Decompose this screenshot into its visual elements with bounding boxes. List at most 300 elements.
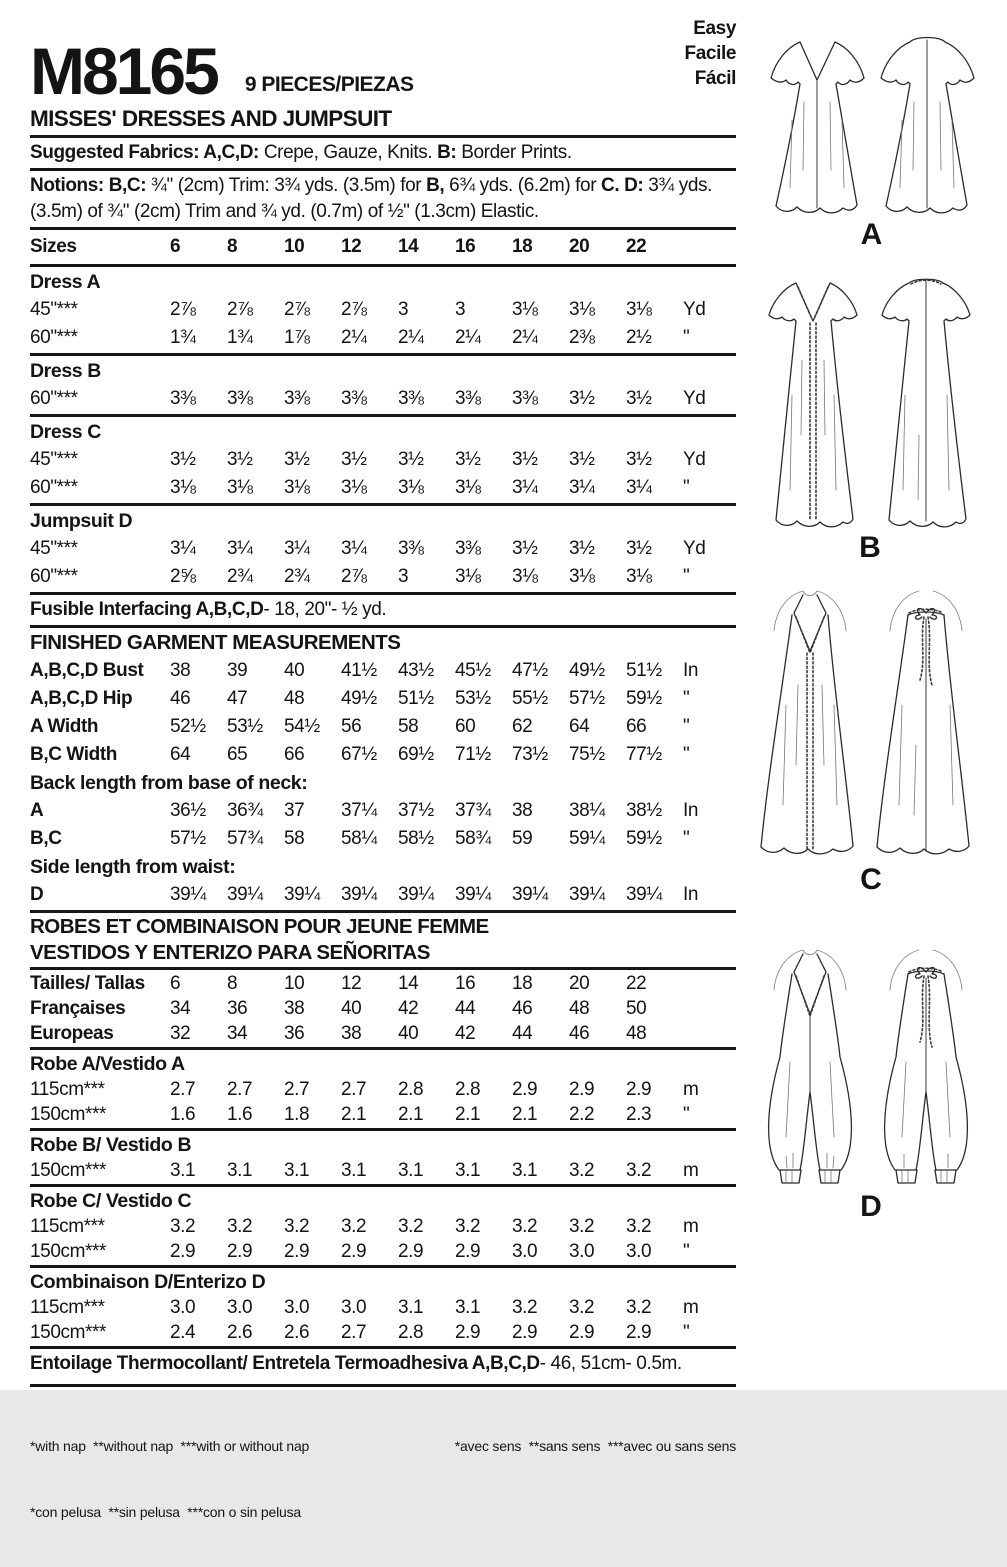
dress-b-illustration bbox=[750, 265, 990, 533]
cell-value: 3⅜ bbox=[455, 388, 481, 409]
cell-value: 2¼ bbox=[398, 327, 424, 348]
cell-value: 71½ bbox=[455, 744, 491, 765]
cell-value: 32 bbox=[170, 1023, 191, 1044]
cell-value: 77½ bbox=[626, 744, 662, 765]
cell-value: 2.8 bbox=[455, 1079, 481, 1100]
cell-value: 2.9 bbox=[398, 1241, 424, 1262]
unit-label: " bbox=[683, 327, 690, 348]
cell-value: 39¼ bbox=[227, 884, 263, 905]
cell-value: 2⅞ bbox=[227, 299, 253, 320]
row-label: 60"*** bbox=[30, 477, 78, 498]
difficulty-levels bbox=[685, 16, 736, 91]
dress-c-illustration bbox=[746, 585, 996, 865]
footnote-divider bbox=[30, 1384, 736, 1387]
cell-value: 58½ bbox=[398, 828, 434, 849]
cell-value: 3.1 bbox=[341, 1160, 367, 1181]
footnote-french: *avec sens **sans sens ***avec ou sans sens bbox=[454, 1438, 736, 1454]
cell-value: 48 bbox=[284, 688, 305, 709]
cell-value: 38 bbox=[170, 660, 191, 681]
cell-value: 2.9 bbox=[626, 1322, 652, 1343]
unit-label: " bbox=[683, 1241, 690, 1262]
view-c-figure bbox=[746, 585, 996, 895]
cell-value: 3.2 bbox=[626, 1297, 652, 1318]
row-label: A bbox=[30, 800, 44, 821]
cell-value: 3¼ bbox=[170, 538, 196, 559]
cell-value: 3.2 bbox=[512, 1216, 538, 1237]
cell-value: 3½ bbox=[512, 538, 538, 559]
cell-value: 20 bbox=[569, 973, 590, 994]
cell-value: 1⅞ bbox=[284, 327, 310, 348]
cell-value: 37¾ bbox=[455, 800, 491, 821]
divider-rule bbox=[30, 135, 736, 138]
cell-value: 3⅛ bbox=[227, 477, 253, 498]
cell-value: 2.8 bbox=[398, 1079, 424, 1100]
pattern-number: M8165 bbox=[30, 34, 217, 109]
cell-value: 6 bbox=[170, 236, 181, 257]
notions-line bbox=[30, 172, 736, 226]
cell-value: 3.2 bbox=[569, 1216, 595, 1237]
french-title: ROBES ET COMBINAISON POUR JEUNE FEMME bbox=[30, 915, 489, 938]
cell-value: 2.6 bbox=[284, 1322, 310, 1343]
cell-value: 3½ bbox=[626, 449, 652, 470]
cell-value: 39 bbox=[227, 660, 248, 681]
cell-value: 3.1 bbox=[512, 1160, 538, 1181]
cell-value: 51½ bbox=[626, 660, 662, 681]
cell-value: 73½ bbox=[512, 744, 548, 765]
difficulty-english: Easy bbox=[693, 18, 736, 39]
cell-value: 42 bbox=[455, 1023, 476, 1044]
cell-value: 14 bbox=[398, 236, 419, 257]
row-label: A Width bbox=[30, 716, 99, 737]
view-a-label: A bbox=[860, 218, 883, 251]
cell-value: 10 bbox=[284, 236, 305, 257]
measurement-row bbox=[30, 685, 736, 713]
row-label: 150cm*** bbox=[30, 1104, 107, 1125]
cell-value: 38¼ bbox=[569, 800, 605, 821]
sizes-header-row bbox=[30, 231, 736, 263]
cell-value: 3⅛ bbox=[455, 477, 481, 498]
measurement-row bbox=[30, 713, 736, 741]
cell-value: 22 bbox=[626, 236, 647, 257]
suggested-fabrics-line bbox=[30, 139, 736, 167]
cell-value: 2⅜ bbox=[569, 327, 595, 348]
cell-value: 47½ bbox=[512, 660, 548, 681]
side-length-label: Side length from waist: bbox=[30, 856, 236, 878]
text-segment: Border Prints. bbox=[456, 142, 572, 163]
metric-yardage-row bbox=[30, 1320, 736, 1345]
cell-value: 57½ bbox=[569, 688, 605, 709]
cell-value: 59½ bbox=[626, 688, 662, 709]
cell-value: 18 bbox=[512, 973, 533, 994]
metric-section-title: Robe A/Vestido A bbox=[30, 1053, 185, 1075]
cell-value: 3⅜ bbox=[512, 388, 538, 409]
cell-value: 58¼ bbox=[341, 828, 377, 849]
yardage-row bbox=[30, 535, 736, 563]
cell-value: 2.9 bbox=[170, 1241, 196, 1262]
yardage-section-title: Dress C bbox=[30, 421, 101, 443]
footnote-line-1 bbox=[30, 1435, 736, 1457]
cell-value: 57¾ bbox=[227, 828, 263, 849]
cell-value: 3.2 bbox=[569, 1297, 595, 1318]
view-c-label: C bbox=[860, 863, 882, 896]
cell-value: 8 bbox=[227, 973, 238, 994]
cell-value: 40 bbox=[398, 1023, 419, 1044]
cell-value: 3½ bbox=[341, 449, 367, 470]
row-label: A,B,C,D Bust bbox=[30, 660, 144, 681]
cell-value: 52½ bbox=[170, 716, 206, 737]
cell-value: 75½ bbox=[569, 744, 605, 765]
divider-rule bbox=[30, 1184, 736, 1187]
cell-value: 1.6 bbox=[170, 1104, 196, 1125]
cell-value: 3½ bbox=[569, 388, 595, 409]
cell-value: 38 bbox=[284, 998, 305, 1019]
cell-value: 3.0 bbox=[170, 1297, 196, 1318]
cell-value: 39¼ bbox=[170, 884, 206, 905]
cell-value: 3.2 bbox=[569, 1160, 595, 1181]
cell-value: 59¼ bbox=[569, 828, 605, 849]
cell-value: 3.1 bbox=[398, 1297, 424, 1318]
row-label: 150cm*** bbox=[30, 1322, 107, 1343]
text-segment: B, bbox=[426, 175, 445, 196]
cell-value: 58 bbox=[398, 716, 419, 737]
foreign-size-row bbox=[30, 996, 736, 1021]
cell-value: 3.2 bbox=[626, 1216, 652, 1237]
cell-value: 3⅜ bbox=[227, 388, 253, 409]
cell-value: 3⅜ bbox=[455, 538, 481, 559]
cell-value: 34 bbox=[227, 1023, 248, 1044]
cell-value: 3.1 bbox=[284, 1160, 310, 1181]
cell-value: 3½ bbox=[284, 449, 310, 470]
unit-label: Yd bbox=[683, 388, 706, 409]
cell-value: 2.4 bbox=[170, 1322, 196, 1343]
cell-value: 2.7 bbox=[170, 1079, 196, 1100]
row-label: 45"*** bbox=[30, 299, 78, 320]
cell-value: 3.1 bbox=[170, 1160, 196, 1181]
cell-value: 3⅛ bbox=[626, 566, 652, 587]
cell-value: 3⅛ bbox=[569, 299, 595, 320]
cell-value: 3⅛ bbox=[284, 477, 310, 498]
cell-value: 2.8 bbox=[398, 1322, 424, 1343]
cell-value: 16 bbox=[455, 236, 476, 257]
cell-value: 36½ bbox=[170, 800, 206, 821]
divider-rule bbox=[30, 353, 736, 356]
cell-value: 2.9 bbox=[512, 1322, 538, 1343]
cell-value: 1.8 bbox=[284, 1104, 310, 1125]
cell-value: 67½ bbox=[341, 744, 377, 765]
footnote-spanish: *con pelusa **sin pelusa ***con o sin pelusa bbox=[30, 1504, 301, 1520]
cell-value: 59 bbox=[512, 828, 533, 849]
cell-value: 34 bbox=[170, 998, 191, 1019]
cell-value: 39¼ bbox=[455, 884, 491, 905]
view-a-figure bbox=[754, 20, 989, 250]
cell-value: 3 bbox=[455, 299, 466, 320]
cell-value: 2⅞ bbox=[341, 299, 367, 320]
metric-section-title: Robe C/ Vestido C bbox=[30, 1190, 192, 1212]
footnote-english: *with nap **without nap ***with or without nap bbox=[30, 1438, 310, 1454]
cell-value: 36¾ bbox=[227, 800, 263, 821]
spanish-title: VESTIDOS Y ENTERIZO PARA SEÑORITAS bbox=[30, 941, 430, 964]
cell-value: 2.7 bbox=[341, 1322, 367, 1343]
row-label: 45"*** bbox=[30, 449, 78, 470]
cell-value: 3¼ bbox=[512, 477, 538, 498]
cell-value: 60 bbox=[455, 716, 476, 737]
cell-value: 2¾ bbox=[227, 566, 253, 587]
cell-value: 2.7 bbox=[227, 1079, 253, 1100]
divider-rule bbox=[30, 414, 736, 417]
cell-value: 36 bbox=[227, 998, 248, 1019]
divider-rule bbox=[30, 227, 736, 230]
cell-value: 65 bbox=[227, 744, 248, 765]
cell-value: 3.2 bbox=[398, 1216, 424, 1237]
measurement-row bbox=[30, 741, 736, 769]
cell-value: 41½ bbox=[341, 660, 377, 681]
cell-value: 1¾ bbox=[227, 327, 253, 348]
cell-value: 3½ bbox=[455, 449, 481, 470]
cell-value: 3¼ bbox=[284, 538, 310, 559]
cell-value: 3½ bbox=[227, 449, 253, 470]
unit-label: " bbox=[683, 688, 690, 709]
cell-value: 2.9 bbox=[626, 1079, 652, 1100]
unit-label: " bbox=[683, 566, 690, 587]
cell-value: 3.1 bbox=[398, 1160, 424, 1181]
unit-label: m bbox=[683, 1079, 699, 1100]
cell-value: 48 bbox=[626, 1023, 647, 1044]
cell-value: 3.2 bbox=[284, 1216, 310, 1237]
cell-value: 46 bbox=[170, 688, 191, 709]
cell-value: 54½ bbox=[284, 716, 320, 737]
cell-value: 6 bbox=[170, 973, 181, 994]
cell-value: 3.1 bbox=[227, 1160, 253, 1181]
cell-value: 2¼ bbox=[341, 327, 367, 348]
cell-value: 37½ bbox=[398, 800, 434, 821]
divider-rule bbox=[30, 1047, 736, 1050]
cell-value: 39¼ bbox=[398, 884, 434, 905]
foreign-size-row bbox=[30, 1021, 736, 1046]
measurement-row bbox=[30, 657, 736, 685]
metric-section-title: Combinaison D/Enterizo D bbox=[30, 1271, 266, 1293]
cell-value: 3 bbox=[398, 299, 409, 320]
cell-value: 38½ bbox=[626, 800, 662, 821]
row-label: 115cm*** bbox=[30, 1079, 105, 1100]
cell-value: 10 bbox=[284, 973, 305, 994]
cell-value: 3⅛ bbox=[455, 566, 481, 587]
cell-value: 2.7 bbox=[284, 1079, 310, 1100]
metric-yardage-row bbox=[30, 1102, 736, 1127]
cell-value: 3½ bbox=[398, 449, 424, 470]
cell-value: 2¼ bbox=[455, 327, 481, 348]
cell-value: 43½ bbox=[398, 660, 434, 681]
cell-value: 2.1 bbox=[398, 1104, 424, 1125]
cell-value: 37¼ bbox=[341, 800, 377, 821]
cell-value: 3½ bbox=[170, 449, 196, 470]
cell-value: 2.9 bbox=[569, 1079, 595, 1100]
row-label: A,B,C,D Hip bbox=[30, 688, 133, 709]
row-label: 60"*** bbox=[30, 566, 78, 587]
yardage-tables bbox=[30, 135, 736, 1378]
text-segment: A,C,D: bbox=[203, 142, 259, 163]
metric-yardage-row bbox=[30, 1239, 736, 1264]
cell-value: 2.1 bbox=[512, 1104, 538, 1125]
cell-value: 1¾ bbox=[170, 327, 196, 348]
cell-value: 39¼ bbox=[284, 884, 320, 905]
cell-value: 3⅜ bbox=[398, 388, 424, 409]
difficulty-spanish: Fácil bbox=[694, 68, 736, 89]
side-length-row bbox=[30, 881, 736, 909]
cell-value: 3½ bbox=[626, 538, 652, 559]
yardage-section-title: Jumpsuit D bbox=[30, 510, 133, 532]
cell-value: 3⅛ bbox=[569, 566, 595, 587]
cell-value: 2.9 bbox=[455, 1241, 481, 1262]
dress-a-illustration bbox=[754, 20, 989, 220]
cell-value: 39¼ bbox=[341, 884, 377, 905]
cell-value: 2.2 bbox=[569, 1104, 595, 1125]
cell-value: 59½ bbox=[626, 828, 662, 849]
text-segment: 3¾ yds. (3.5m) of ¾" (2cm) Trim and ¾ yd. (0.7m) of ½" (1.3cm) Elastic. bbox=[30, 175, 712, 222]
row-label: Europeas bbox=[30, 1023, 114, 1044]
unit-label: Yd bbox=[683, 449, 706, 470]
cell-value: 44 bbox=[455, 998, 476, 1019]
yardage-section-title: Dress B bbox=[30, 360, 101, 382]
cell-value: 45½ bbox=[455, 660, 491, 681]
divider-rule bbox=[30, 1128, 736, 1131]
row-label: Sizes bbox=[30, 236, 77, 257]
cell-value: 1.6 bbox=[227, 1104, 253, 1125]
text-segment: B: bbox=[437, 142, 457, 163]
cell-value: 14 bbox=[398, 973, 419, 994]
row-label: B,C Width bbox=[30, 744, 117, 765]
cell-value: 38 bbox=[341, 1023, 362, 1044]
cell-value: 3½ bbox=[569, 449, 595, 470]
cell-value: 55½ bbox=[512, 688, 548, 709]
metric-yardage-row bbox=[30, 1158, 736, 1183]
cell-value: 2.1 bbox=[341, 1104, 367, 1125]
entoilage-line bbox=[30, 1350, 736, 1378]
cell-value: 3¼ bbox=[626, 477, 652, 498]
cell-value: 66 bbox=[284, 744, 305, 765]
cell-value: 42 bbox=[398, 998, 419, 1019]
cell-value: 3.0 bbox=[341, 1297, 367, 1318]
pieces-count: 9 PIECES/PIEZAS bbox=[244, 73, 414, 96]
cell-value: 12 bbox=[341, 236, 362, 257]
cell-value: 62 bbox=[512, 716, 533, 737]
yardage-row bbox=[30, 296, 736, 324]
cell-value: 46 bbox=[569, 1023, 590, 1044]
cell-value: 39¼ bbox=[626, 884, 662, 905]
cell-value: 2.9 bbox=[341, 1241, 367, 1262]
cell-value: 3⅜ bbox=[398, 538, 424, 559]
back-length-label: Back length from base of neck: bbox=[30, 772, 308, 794]
page-title: MISSES' DRESSES AND JUMPSUIT bbox=[30, 106, 392, 131]
divider-rule bbox=[30, 264, 736, 267]
divider-rule bbox=[30, 625, 736, 628]
jumpsuit-d-illustration bbox=[746, 942, 996, 1192]
row-label: 45"*** bbox=[30, 538, 78, 559]
cell-value: 53½ bbox=[455, 688, 491, 709]
cell-value: 58¾ bbox=[455, 828, 491, 849]
divider-rule bbox=[30, 967, 736, 970]
cell-value: 3⅜ bbox=[170, 388, 196, 409]
cell-value: 20 bbox=[569, 236, 590, 257]
cell-value: 3.0 bbox=[512, 1241, 538, 1262]
cell-value: 3½ bbox=[512, 449, 538, 470]
finished-measurements-title: FINISHED GARMENT MEASUREMENTS bbox=[30, 631, 401, 654]
cell-value: 47 bbox=[227, 688, 248, 709]
cell-value: 64 bbox=[170, 744, 191, 765]
cell-value: 2.6 bbox=[227, 1322, 253, 1343]
cell-value: 39¼ bbox=[512, 884, 548, 905]
cell-value: 2.1 bbox=[455, 1104, 481, 1125]
cell-value: 3.0 bbox=[626, 1241, 652, 1262]
cell-value: 58 bbox=[284, 828, 305, 849]
cell-value: 3⅛ bbox=[398, 477, 424, 498]
cell-value: 3¼ bbox=[569, 477, 595, 498]
footnotes bbox=[30, 1391, 736, 1567]
cell-value: 44 bbox=[512, 1023, 533, 1044]
yardage-section-title: Dress A bbox=[30, 271, 101, 293]
cell-value: 3.2 bbox=[227, 1216, 253, 1237]
row-label: Tailles/ Tallas bbox=[30, 973, 145, 994]
cell-value: 2.9 bbox=[455, 1322, 481, 1343]
text-segment: Suggested Fabrics: bbox=[30, 142, 204, 163]
cell-value: 3.1 bbox=[455, 1297, 481, 1318]
unit-label: " bbox=[683, 477, 690, 498]
cell-value: 57½ bbox=[170, 828, 206, 849]
text-segment: ¾" (2cm) Trim: 3¾ yds. (3.5m) for bbox=[151, 175, 427, 196]
cell-value: 2⅞ bbox=[341, 566, 367, 587]
divider-rule bbox=[30, 1346, 736, 1349]
cell-value: 3½ bbox=[626, 388, 652, 409]
yardage-row bbox=[30, 474, 736, 502]
cell-value: 2.9 bbox=[569, 1322, 595, 1343]
cell-value: 36 bbox=[284, 1023, 305, 1044]
row-label: Françaises bbox=[30, 998, 126, 1019]
cell-value: 3¼ bbox=[227, 538, 253, 559]
row-label: 150cm*** bbox=[30, 1241, 107, 1262]
unit-label: m bbox=[683, 1297, 699, 1318]
divider-rule bbox=[30, 1265, 736, 1268]
text-segment: - 46, 51cm- 0.5m. bbox=[539, 1353, 682, 1374]
row-label: 115cm*** bbox=[30, 1297, 105, 1318]
cell-value: 18 bbox=[512, 236, 533, 257]
cell-value: 3.2 bbox=[455, 1216, 481, 1237]
view-b-label: B bbox=[859, 531, 881, 564]
cell-value: 3 bbox=[398, 566, 409, 587]
cell-value: 40 bbox=[341, 998, 362, 1019]
cell-value: 51½ bbox=[398, 688, 434, 709]
row-label: B,C bbox=[30, 828, 62, 849]
cell-value: 3⅛ bbox=[512, 566, 538, 587]
cell-value: 2¼ bbox=[512, 327, 538, 348]
cell-value: 3⅜ bbox=[284, 388, 310, 409]
cell-value: 3⅛ bbox=[626, 299, 652, 320]
info-column bbox=[30, 12, 736, 1567]
cell-value: 16 bbox=[455, 973, 476, 994]
unit-label: " bbox=[683, 828, 690, 849]
cell-value: 3⅛ bbox=[341, 477, 367, 498]
cell-value: 2⅝ bbox=[170, 566, 196, 587]
text-segment: Entoilage Thermocollant/ Entretela Termoadhesiva A,B,C,D bbox=[30, 1353, 540, 1374]
metric-yardage-row bbox=[30, 1214, 736, 1239]
cell-value: 66 bbox=[626, 716, 647, 737]
yardage-row bbox=[30, 385, 736, 413]
cell-value: 22 bbox=[626, 973, 647, 994]
cell-value: 2.3 bbox=[626, 1104, 652, 1125]
cell-value: 3⅛ bbox=[170, 477, 196, 498]
unit-label: Yd bbox=[683, 538, 706, 559]
cell-value: 49½ bbox=[341, 688, 377, 709]
unit-label: " bbox=[683, 1322, 690, 1343]
row-label: 60"*** bbox=[30, 388, 78, 409]
